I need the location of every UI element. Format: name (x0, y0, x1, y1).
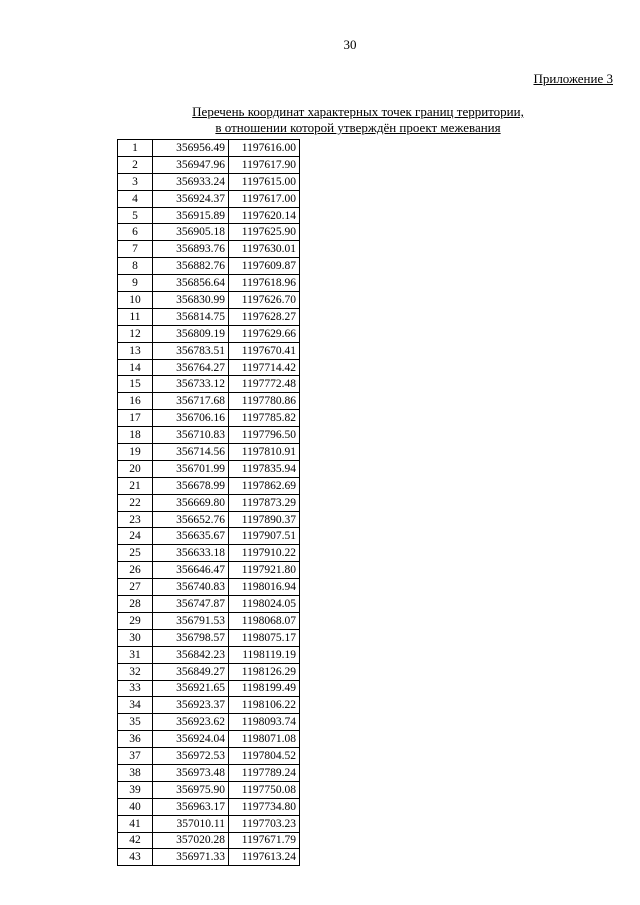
point-number-cell: 37 (118, 748, 153, 765)
x-coordinate-cell: 356856.64 (153, 275, 229, 292)
x-coordinate-cell: 356646.47 (153, 562, 229, 579)
point-number-cell: 3 (118, 173, 153, 190)
y-coordinate-cell: 1197671.79 (229, 832, 300, 849)
point-number-cell: 23 (118, 511, 153, 528)
x-coordinate-cell: 356791.53 (153, 612, 229, 629)
y-coordinate-cell: 1198068.07 (229, 612, 300, 629)
table-row (118, 308, 300, 325)
point-number-cell: 14 (118, 359, 153, 376)
point-number-cell: 4 (118, 190, 153, 207)
table-row (118, 241, 300, 258)
table-row (118, 494, 300, 511)
y-coordinate-cell: 1197810.91 (229, 444, 300, 461)
point-number-cell: 12 (118, 325, 153, 342)
y-coordinate-cell: 1197873.29 (229, 494, 300, 511)
table-row (118, 697, 300, 714)
x-coordinate-cell: 356652.76 (153, 511, 229, 528)
x-coordinate-cell: 356924.37 (153, 190, 229, 207)
y-coordinate-cell: 1197910.22 (229, 545, 300, 562)
y-coordinate-cell: 1198093.74 (229, 714, 300, 731)
x-coordinate-cell: 356923.62 (153, 714, 229, 731)
point-number-cell: 41 (118, 815, 153, 832)
y-coordinate-cell: 1197772.48 (229, 376, 300, 393)
y-coordinate-cell: 1198199.49 (229, 680, 300, 697)
point-number-cell: 35 (118, 714, 153, 731)
table-row (118, 545, 300, 562)
table-row (118, 190, 300, 207)
table-row (118, 275, 300, 292)
y-coordinate-cell: 1197630.01 (229, 241, 300, 258)
y-coordinate-cell: 1198126.29 (229, 663, 300, 680)
table-row (118, 342, 300, 359)
x-coordinate-cell: 356764.27 (153, 359, 229, 376)
point-number-cell: 9 (118, 275, 153, 292)
point-number-cell: 21 (118, 477, 153, 494)
y-coordinate-cell: 1197796.50 (229, 427, 300, 444)
x-coordinate-cell: 357010.11 (153, 815, 229, 832)
x-coordinate-cell: 356963.17 (153, 798, 229, 815)
y-coordinate-cell: 1197804.52 (229, 748, 300, 765)
point-number-cell: 15 (118, 376, 153, 393)
x-coordinate-cell: 356740.83 (153, 579, 229, 596)
x-coordinate-cell: 356924.04 (153, 731, 229, 748)
table-row (118, 393, 300, 410)
point-number-cell: 6 (118, 224, 153, 241)
table-row (118, 579, 300, 596)
table-row (118, 444, 300, 461)
point-number-cell: 19 (118, 444, 153, 461)
y-coordinate-cell: 1198106.22 (229, 697, 300, 714)
table-row (118, 427, 300, 444)
x-coordinate-cell: 356973.48 (153, 764, 229, 781)
point-number-cell: 43 (118, 849, 153, 866)
y-coordinate-cell: 1197625.90 (229, 224, 300, 241)
point-number-cell: 28 (118, 596, 153, 613)
x-coordinate-cell: 356714.56 (153, 444, 229, 461)
table-row (118, 714, 300, 731)
x-coordinate-cell: 356842.23 (153, 646, 229, 663)
table-row (118, 798, 300, 815)
y-coordinate-cell: 1197890.37 (229, 511, 300, 528)
table-row (118, 325, 300, 342)
point-number-cell: 7 (118, 241, 153, 258)
y-coordinate-cell: 1198119.19 (229, 646, 300, 663)
title-line-1: Перечень координат характерных точек границ территории, (192, 104, 524, 119)
y-coordinate-cell: 1197626.70 (229, 292, 300, 309)
x-coordinate-cell: 356921.65 (153, 680, 229, 697)
point-number-cell: 36 (118, 731, 153, 748)
y-coordinate-cell: 1197785.82 (229, 410, 300, 427)
point-number-cell: 17 (118, 410, 153, 427)
x-coordinate-cell: 356809.19 (153, 325, 229, 342)
table-row (118, 224, 300, 241)
x-coordinate-cell: 356849.27 (153, 663, 229, 680)
table-row (118, 140, 300, 157)
y-coordinate-cell: 1197620.14 (229, 207, 300, 224)
table-row (118, 258, 300, 275)
point-number-cell: 20 (118, 460, 153, 477)
table-row (118, 748, 300, 765)
point-number-cell: 16 (118, 393, 153, 410)
x-coordinate-cell: 356783.51 (153, 342, 229, 359)
x-coordinate-cell: 356669.80 (153, 494, 229, 511)
x-coordinate-cell: 356975.90 (153, 781, 229, 798)
table-row (118, 663, 300, 680)
table-row (118, 731, 300, 748)
x-coordinate-cell: 356706.16 (153, 410, 229, 427)
y-coordinate-cell: 1197617.00 (229, 190, 300, 207)
y-coordinate-cell: 1198024.05 (229, 596, 300, 613)
y-coordinate-cell: 1198016.94 (229, 579, 300, 596)
table-row (118, 596, 300, 613)
table-row (118, 511, 300, 528)
table-row (118, 292, 300, 309)
point-number-cell: 33 (118, 680, 153, 697)
table-row (118, 562, 300, 579)
table-row (118, 410, 300, 427)
table-row (118, 528, 300, 545)
point-number-cell: 10 (118, 292, 153, 309)
x-coordinate-cell: 356956.49 (153, 140, 229, 157)
x-coordinate-cell: 356882.76 (153, 258, 229, 275)
table-row (118, 764, 300, 781)
point-number-cell: 34 (118, 697, 153, 714)
point-number-cell: 24 (118, 528, 153, 545)
point-number-cell: 5 (118, 207, 153, 224)
table-row (118, 815, 300, 832)
table-row (118, 207, 300, 224)
table-row (118, 359, 300, 376)
point-number-cell: 22 (118, 494, 153, 511)
y-coordinate-cell: 1197714.42 (229, 359, 300, 376)
x-coordinate-cell: 356947.96 (153, 156, 229, 173)
point-number-cell: 29 (118, 612, 153, 629)
y-coordinate-cell: 1197613.24 (229, 849, 300, 866)
y-coordinate-cell: 1197921.80 (229, 562, 300, 579)
table-row (118, 156, 300, 173)
y-coordinate-cell: 1197862.69 (229, 477, 300, 494)
point-number-cell: 38 (118, 764, 153, 781)
point-number-cell: 25 (118, 545, 153, 562)
x-coordinate-cell: 356798.57 (153, 629, 229, 646)
point-number-cell: 32 (118, 663, 153, 680)
point-number-cell: 2 (118, 156, 153, 173)
x-coordinate-cell: 356678.99 (153, 477, 229, 494)
x-coordinate-cell: 356733.12 (153, 376, 229, 393)
coordinates-table (117, 139, 300, 866)
y-coordinate-cell: 1197628.27 (229, 308, 300, 325)
point-number-cell: 18 (118, 427, 153, 444)
x-coordinate-cell: 356971.33 (153, 849, 229, 866)
x-coordinate-cell: 356633.18 (153, 545, 229, 562)
x-coordinate-cell: 356923.37 (153, 697, 229, 714)
x-coordinate-cell: 356717.68 (153, 393, 229, 410)
x-coordinate-cell: 356830.99 (153, 292, 229, 309)
y-coordinate-cell: 1197616.00 (229, 140, 300, 157)
y-coordinate-cell: 1197907.51 (229, 528, 300, 545)
coordinates-table-body (118, 140, 300, 866)
x-coordinate-cell: 356893.76 (153, 241, 229, 258)
y-coordinate-cell: 1197618.96 (229, 275, 300, 292)
point-number-cell: 40 (118, 798, 153, 815)
point-number-cell: 11 (118, 308, 153, 325)
y-coordinate-cell: 1197629.66 (229, 325, 300, 342)
point-number-cell: 31 (118, 646, 153, 663)
table-row (118, 646, 300, 663)
y-coordinate-cell: 1197780.86 (229, 393, 300, 410)
y-coordinate-cell: 1197609.87 (229, 258, 300, 275)
point-number-cell: 1 (118, 140, 153, 157)
y-coordinate-cell: 1198075.17 (229, 629, 300, 646)
y-coordinate-cell: 1197835.94 (229, 460, 300, 477)
table-row (118, 173, 300, 190)
title-line-2: в отношении которой утверждён проект межевания (215, 120, 501, 135)
y-coordinate-cell: 1197703.23 (229, 815, 300, 832)
page-number: 30 (343, 37, 357, 52)
x-coordinate-cell: 356747.87 (153, 596, 229, 613)
point-number-cell: 8 (118, 258, 153, 275)
x-coordinate-cell: 356915.89 (153, 207, 229, 224)
table-row (118, 376, 300, 393)
y-coordinate-cell: 1197615.00 (229, 173, 300, 190)
point-number-cell: 30 (118, 629, 153, 646)
x-coordinate-cell: 356635.67 (153, 528, 229, 545)
table-row (118, 460, 300, 477)
y-coordinate-cell: 1197789.24 (229, 764, 300, 781)
table-row (118, 477, 300, 494)
appendix-label: Приложение 3 (533, 71, 613, 86)
table-row (118, 680, 300, 697)
point-number-cell: 42 (118, 832, 153, 849)
document-title (118, 104, 598, 136)
point-number-cell: 39 (118, 781, 153, 798)
x-coordinate-cell: 356972.53 (153, 748, 229, 765)
table-row (118, 781, 300, 798)
x-coordinate-cell: 356905.18 (153, 224, 229, 241)
y-coordinate-cell: 1197670.41 (229, 342, 300, 359)
x-coordinate-cell: 356814.75 (153, 308, 229, 325)
x-coordinate-cell: 356710.83 (153, 427, 229, 444)
y-coordinate-cell: 1197617.90 (229, 156, 300, 173)
x-coordinate-cell: 356701.99 (153, 460, 229, 477)
y-coordinate-cell: 1197734.80 (229, 798, 300, 815)
point-number-cell: 26 (118, 562, 153, 579)
x-coordinate-cell: 356933.24 (153, 173, 229, 190)
y-coordinate-cell: 1197750.08 (229, 781, 300, 798)
x-coordinate-cell: 357020.28 (153, 832, 229, 849)
table-row (118, 849, 300, 866)
point-number-cell: 13 (118, 342, 153, 359)
table-row (118, 612, 300, 629)
point-number-cell: 27 (118, 579, 153, 596)
y-coordinate-cell: 1198071.08 (229, 731, 300, 748)
table-row (118, 629, 300, 646)
table-row (118, 832, 300, 849)
